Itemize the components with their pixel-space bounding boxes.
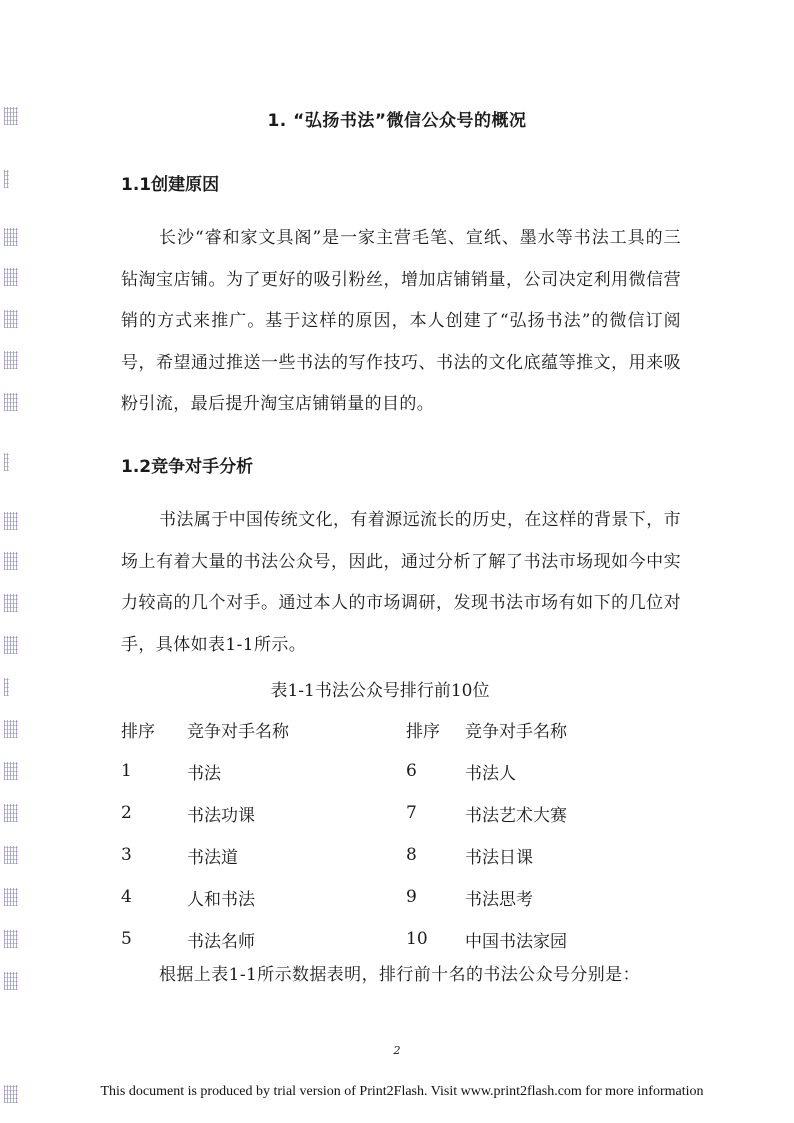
table-cell-rank: 7 <box>406 803 417 823</box>
margin-artifact <box>4 720 18 738</box>
table-cell-rank: 8 <box>406 845 417 865</box>
margin-artifact <box>4 636 18 654</box>
table-header-cell: 竞争对手名称 <box>187 721 289 742</box>
margin-artifact <box>4 552 18 570</box>
table-header-row <box>121 708 621 750</box>
margin-artifact <box>4 453 9 471</box>
trial-watermark: This document is produced by trial version of Print2Flash. Visit www.print2flash.com for more information <box>100 1084 704 1099</box>
table-cell-name: 书法 <box>187 763 221 784</box>
document-title: 1. “弘扬书法”微信公众号的概况 <box>267 111 527 131</box>
margin-artifact <box>4 393 18 411</box>
competitor-ranking-table <box>121 708 621 960</box>
margin-artifact <box>4 762 18 780</box>
section-heading-competitor-analysis: 1.2竞争对手分析 <box>121 457 254 477</box>
table-cell-name: 书法道 <box>187 847 238 868</box>
margin-artifact <box>4 170 9 188</box>
margin-artifact <box>4 888 18 906</box>
table-row <box>121 750 621 792</box>
table-cell-name: 中国书法家园 <box>465 931 567 952</box>
margin-artifact <box>4 846 18 864</box>
table-cell-name: 书法名师 <box>187 931 255 952</box>
table-header-cell: 排序 <box>406 721 440 742</box>
table-row <box>121 834 621 876</box>
closing-paragraph: 根据上表1-1所示数据表明，排行前十名的书法公众号分别是： <box>159 965 640 985</box>
table-cell-rank: 1 <box>121 761 132 781</box>
section-heading-creation-reason: 1.1创建原因 <box>121 175 220 195</box>
page-number: 2 <box>393 1044 401 1057</box>
margin-artifact <box>4 972 18 990</box>
table-cell-name: 书法艺术大赛 <box>465 805 567 826</box>
table-cell-rank: 6 <box>406 761 417 781</box>
table-cell-name: 人和书法 <box>187 889 255 910</box>
margin-artifact <box>4 228 18 246</box>
table-cell-name: 书法日课 <box>465 847 533 868</box>
paragraph-competitor-analysis: 书法属于中国传统文化，有着源远流长的历史，在这样的背景下，市场上有着大量的书法公众号，因此，通过分析了解了书法市场现如今中实力较高的几个对手。通过本人的市场调研，发现书法市场有如下的几位对手，具体如表1-1所示。 <box>121 510 681 655</box>
table-cell-rank: 2 <box>121 803 132 823</box>
table-row <box>121 918 621 960</box>
table-cell-rank: 3 <box>121 845 132 865</box>
table-cell-name: 书法思考 <box>465 889 533 910</box>
margin-artifact <box>4 594 18 612</box>
margin-artifact <box>4 804 18 822</box>
table-row <box>121 876 621 918</box>
table-header-cell: 排序 <box>121 721 155 742</box>
paragraph-creation-reason: 长沙“睿和家文具阁”是一家主营毛笔、宣纸、墨水等书法工具的三钻淘宝店铺。为了更好的吸引粉丝，增加店铺销量，公司决定利用微信营销的方式来推广。基于这样的原因，本人创建了“弘扬书法”的微信订阅号，希望通过推送一些书法的写作技巧、书法的文化底蕴等推文，用来吸粉引流，最后提升淘宝店铺销量的目的。 <box>121 228 681 414</box>
table-cell-rank: 9 <box>406 887 417 907</box>
margin-artifact <box>4 268 18 286</box>
table-row <box>121 792 621 834</box>
margin-artifact <box>4 351 18 369</box>
table-cell-rank: 10 <box>406 929 428 949</box>
table-header-cell: 竞争对手名称 <box>465 721 567 742</box>
table-cell-name: 书法人 <box>465 763 516 784</box>
table-cell-name: 书法功课 <box>187 805 255 826</box>
margin-artifact <box>4 930 18 948</box>
table-cell-rank: 4 <box>121 887 132 907</box>
table-cell-rank: 5 <box>121 929 132 949</box>
margin-artifact <box>4 512 18 530</box>
margin-artifact <box>4 310 18 328</box>
table-caption: 表1-1书法公众号排行前10位 <box>270 681 490 701</box>
